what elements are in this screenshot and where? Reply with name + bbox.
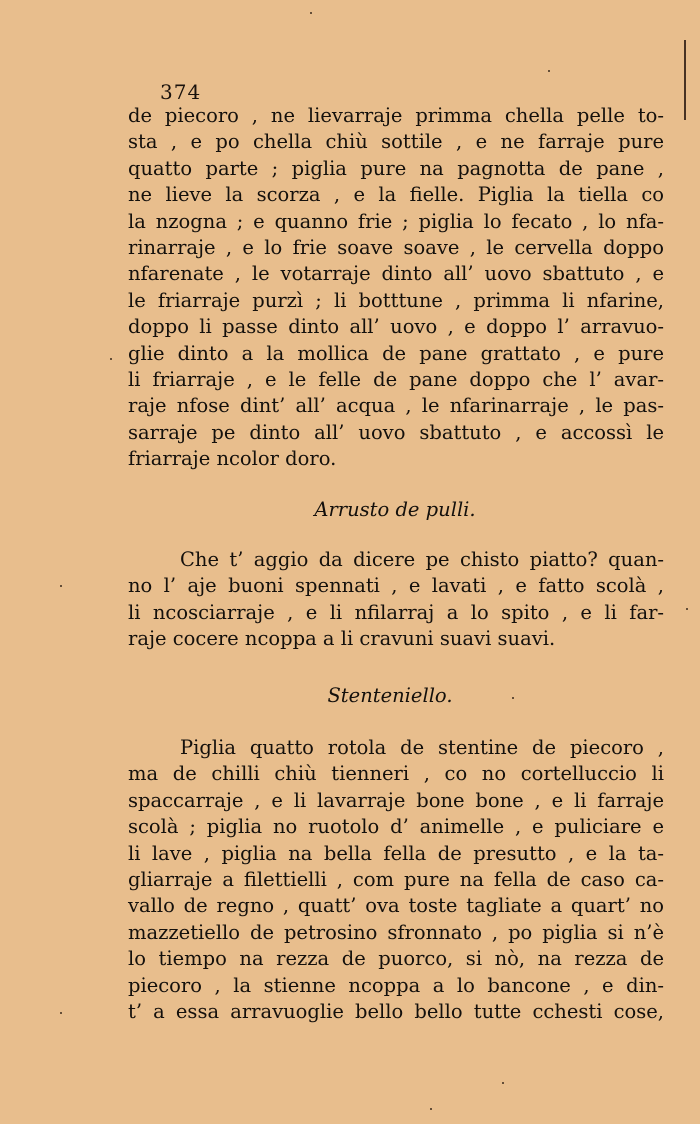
paragraph-3 bbox=[128, 735, 664, 1025]
text-line: piecoro , la stienne ncoppa a lo bancone , e din- bbox=[128, 973, 664, 997]
paper-speck bbox=[310, 12, 312, 14]
text-line: gliarraje a filettielli , com pure na fella de caso ca- bbox=[128, 868, 664, 892]
text-line: no l’ aje buoni spennati , e lavati , e fatto scolà , bbox=[128, 574, 664, 598]
paper-speck bbox=[686, 608, 688, 610]
paper-speck bbox=[502, 1082, 504, 1084]
text-line: doppo li passe dinto all’ uovo , e doppo l’ arravuo- bbox=[128, 315, 664, 339]
paper-speck bbox=[110, 358, 112, 360]
text-line: nfarenate , le votarraje dinto all’ uovo sbattuto , e bbox=[128, 262, 664, 286]
text-line: friarraje ncolor doro. bbox=[128, 447, 337, 471]
text-line: li lave , piglia na bella fella de presutto , e la ta- bbox=[128, 841, 664, 865]
text-line: li friarraje , e le felle de pane doppo che l’ avar- bbox=[128, 368, 664, 392]
paper-speck bbox=[512, 697, 514, 699]
text-line: raje nfose dint’ all’ acqua , le nfarinarraje , le pas- bbox=[128, 394, 664, 418]
text-line: sta , e po chella chiù sottile , e ne farraje pure bbox=[128, 130, 664, 154]
text-line: t’ a essa arravuoglie bello bello tutte cchesti cose, bbox=[128, 1000, 664, 1024]
text-line: le friarraje purzì ; li botttune , primma li nfarine, bbox=[128, 288, 664, 312]
text-line: glie dinto a la mollica de pane grattato , e pure bbox=[128, 341, 664, 365]
text-line: scolà ; piglia no ruotolo d’ animelle , e puliciare e bbox=[128, 815, 664, 839]
text-line: sarraje pe dinto all’ uovo sbattuto , e accossì le bbox=[128, 420, 664, 444]
paper-speck bbox=[430, 1108, 432, 1110]
text-line: lo tiempo na rezza de puorco, si nò, na rezza de bbox=[128, 947, 664, 971]
text-line: li ncosciarraje , e li nfilarraj a lo spito , e li far- bbox=[128, 600, 664, 624]
text-line: Piglia quatto rotola de stentine de piecoro , bbox=[180, 736, 664, 759]
text-line: rinarraje , e lo frie soave soave , le cervella doppo bbox=[128, 236, 664, 260]
section-heading-stenteniello: Stenteniello. bbox=[327, 684, 453, 707]
text-line: la nzogna ; e quanno frie ; piglia lo fecato , lo nfa- bbox=[128, 209, 664, 233]
text-line: ma de chilli chiù tienneri , co no cortelluccio li bbox=[128, 762, 664, 786]
paragraph-1 bbox=[128, 103, 664, 473]
text-line: raje cocere ncoppa a li cravuni suavi suavi. bbox=[128, 627, 556, 651]
text-line: Che t’ aggio da dicere pe chisto piatto? quan- bbox=[180, 548, 664, 571]
page-edge-line bbox=[684, 40, 686, 120]
paragraph-2 bbox=[128, 547, 664, 653]
text-line: de piecoro , ne lievarraje primma chella pelle to- bbox=[128, 104, 664, 127]
page-number: 374 bbox=[160, 80, 202, 104]
text-line: ne lieve la scorza , e la fielle. Piglia la tiella co bbox=[128, 183, 664, 207]
paper-speck bbox=[60, 1012, 62, 1014]
text-line: vallo de regno , quatt’ ova toste tagliate a quart’ no bbox=[128, 894, 664, 918]
paper-speck bbox=[60, 585, 62, 587]
text-line: spaccarraje , e li lavarraje bone bone , e li farraje bbox=[128, 788, 664, 812]
text-line: quatto parte ; piglia pure na pagnotta de pane , bbox=[128, 156, 664, 180]
section-heading-arrusto: Arrusto de pulli. bbox=[314, 498, 476, 521]
text-line: mazzetiello de petrosino sfronnato , po piglia si n’è bbox=[128, 920, 664, 944]
paper-speck bbox=[548, 70, 550, 72]
